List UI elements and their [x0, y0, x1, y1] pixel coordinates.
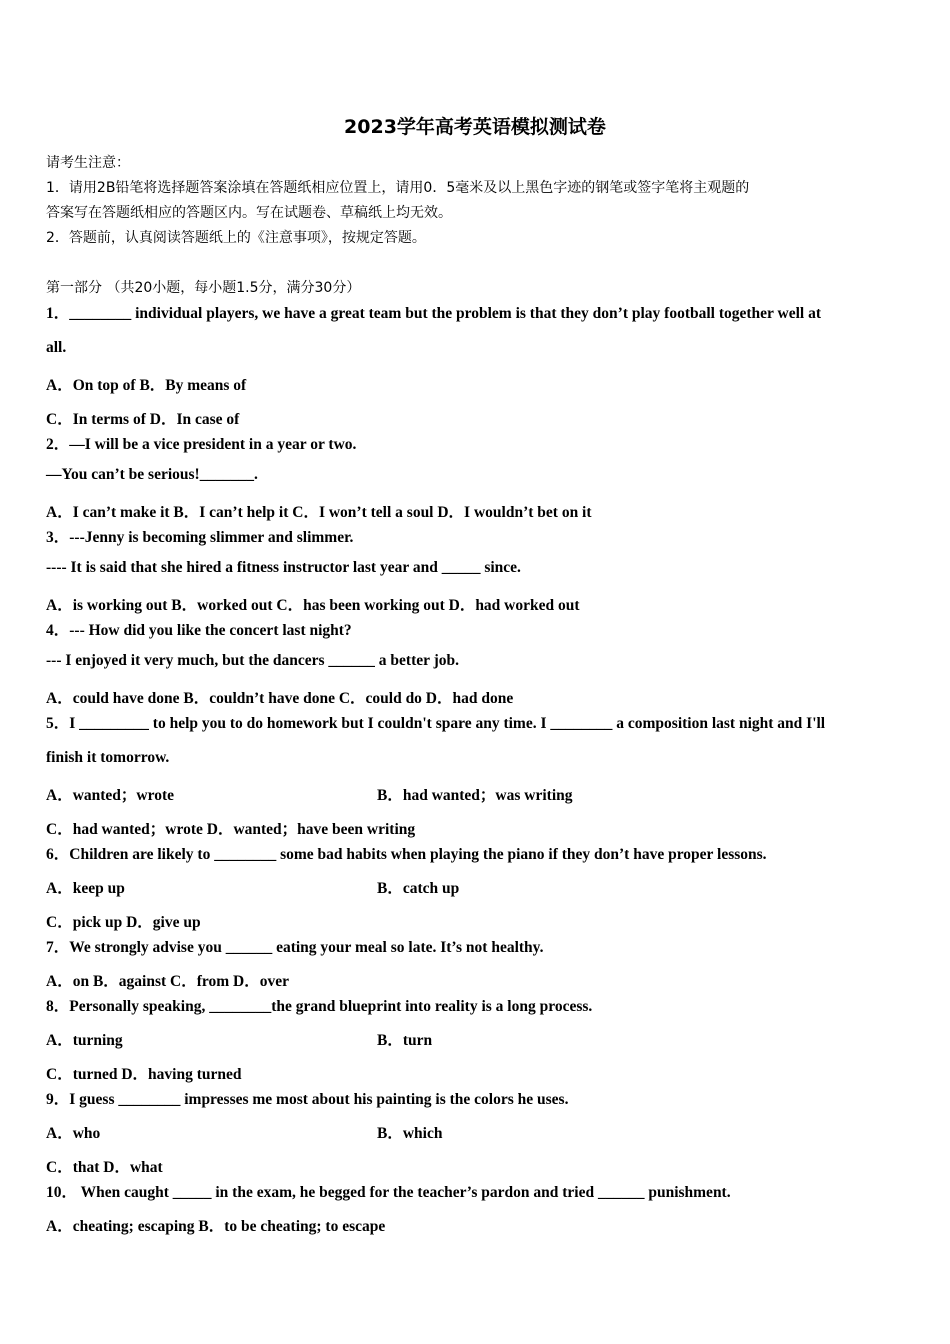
question-dialogue: --- I enjoyed it very much, but the dancers ______ a better job. [46, 652, 459, 669]
question-options: C．In terms of D．In case of [46, 411, 240, 428]
question-options: A．could have done B．couldn’t have done C．could do D．had done [46, 690, 514, 707]
question-dialogue: ---- It is said that she hired a fitness instructor last year and _____ since. [46, 559, 521, 576]
question-options: A．cheating; escaping B．to be cheating; to escape [46, 1218, 386, 1235]
question-stem: 5．I _________ to help you to do homework but I couldn't spare any time. I ________ a composition last night and I'll [46, 715, 826, 732]
option-a: A．wanted；wrote [46, 787, 175, 804]
question-stem: 8．Personally speaking, ________the grand blueprint into reality is a long process. [46, 998, 593, 1015]
notice-heading: 请考生注意： [46, 155, 130, 171]
option-a: A．keep up [46, 880, 125, 897]
question-options: A．On top of B．By means of [46, 377, 247, 394]
question-stem: 1．________ individual players, we have a great team but the problem is that they don’t play football together well at [46, 305, 821, 322]
question-options: C．pick up D．give up [46, 914, 201, 931]
option-b: B．catch up [377, 880, 460, 897]
question-stem-continued: all. [46, 339, 67, 356]
question-stem: 7．We strongly advise you ______ eating your meal so late. It’s not healthy. [46, 939, 544, 956]
page-title: 2023学年高考英语模拟测试卷 [344, 116, 606, 138]
question-options: A．is working out B．worked out C．has been working out D．had worked out [46, 597, 580, 614]
option-b: B．which [377, 1125, 443, 1142]
option-a: A．who [46, 1125, 101, 1142]
option-b: B．had wanted；was writing [377, 787, 573, 804]
question-stem: 2．—I will be a vice president in a year or two. [46, 436, 357, 453]
question-options: C．that D．what [46, 1159, 163, 1176]
question-options: A．I can’t make it B．I can’t help it C．I won’t tell a soul D．I wouldn’t bet on it [46, 504, 592, 521]
question-options: C．had wanted；wrote D．wanted；have been writing [46, 821, 416, 838]
option-a: A．turning [46, 1032, 123, 1049]
question-options: C．turned D．having turned [46, 1066, 242, 1083]
question-stem: 3．---Jenny is becoming slimmer and slimmer. [46, 529, 354, 546]
question-stem: 4．--- How did you like the concert last night? [46, 622, 352, 639]
part-heading: 第一部分 （共20小题，每小题1.5分，满分30分） [46, 280, 361, 296]
question-stem: 10． When caught _____ in the exam, he begged for the teacher’s pardon and tried ______ punishment. [46, 1184, 731, 1201]
option-b: B．turn [377, 1032, 433, 1049]
question-dialogue: —You can’t be serious!_______. [46, 466, 258, 483]
question-stem-continued: finish it tomorrow. [46, 749, 170, 766]
notice-line-3: 2．答题前，认真阅读答题纸上的《注意事项》，按规定答题。 [46, 230, 426, 246]
question-stem: 6．Children are likely to ________ some bad habits when playing the piano if they don’t have proper lessons. [46, 846, 767, 863]
question-options: A．on B．against C．from D．over [46, 973, 289, 990]
notice-line-2: 答案写在答题纸相应的答题区内。写在试题卷、草稿纸上均无效。 [46, 205, 452, 221]
notice-line-1: 1．请用2B铅笔将选择题答案涂填在答题纸相应位置上，请用0．5毫米及以上黑色字迹的钢笔或签字笔将主观题的 [46, 180, 750, 196]
question-stem: 9．I guess ________ impresses me most about his painting is the colors he uses. [46, 1091, 569, 1108]
